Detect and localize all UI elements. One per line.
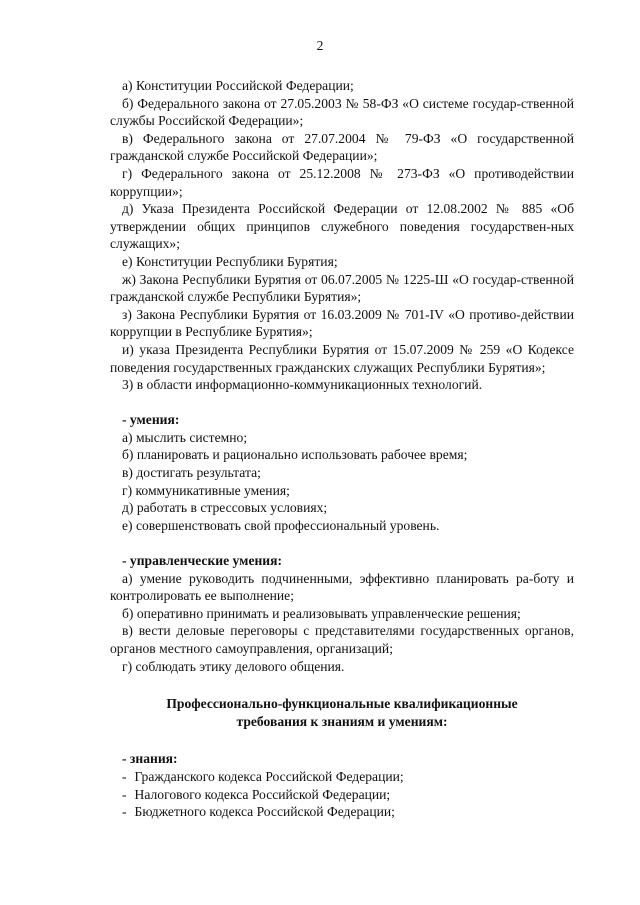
management-skill-item: б) оперативно принимать и реализовывать управленческие решения;	[122, 605, 521, 621]
page-number: 2	[316, 38, 324, 53]
knowledge-item: - Налогового кодекса Российской Федерации;	[122, 786, 391, 802]
skill-item: в) достигать результата;	[122, 465, 261, 481]
skill-item: е) совершенствовать свой профессиональный уровень.	[122, 517, 440, 533]
skill-item: д) работать в стрессовых условиях;	[122, 500, 328, 516]
law-item: г) Федерального закона от 25.12.2008 № 273-ФЗ «О противодействии коррупции»;	[110, 165, 574, 199]
law-item: е) Конституции Республики Бурятия;	[122, 253, 338, 269]
law-item: ж) Закона Республики Бурятия от 06.07.2005 № 1225-Ш «О государ-ственной гражданской службе Республики Бурятия»;	[110, 271, 574, 305]
knowledge-item: - Гражданского кодекса Российской Федерации;	[122, 768, 404, 784]
law-item: б) Федерального закона от 27.05.2003 № 58-ФЗ «О системе государ-ственной службы Российской Федерации»;	[110, 95, 574, 129]
skills-heading: - умения:	[122, 412, 180, 428]
document-body	[110, 77, 574, 821]
section-title-line: Профессионально-функциональные квалификационные	[166, 696, 518, 712]
knowledge-item: - Бюджетного кодекса Российской Федерации;	[122, 804, 395, 820]
section-title	[110, 695, 574, 730]
skill-item: г) коммуникативные умения;	[122, 482, 290, 498]
management-skill-item: в) вести деловые переговоры с представителями государственных органов, органов местного самоуправления, организаций;	[110, 623, 574, 656]
knowledge-item-text: Гражданского кодекса Российской Федерации;	[134, 768, 404, 784]
knowledge-item-text: Налогового кодекса Российской Федерации;	[134, 786, 391, 802]
knowledge-item-text: Бюджетного кодекса Российской Федерации;	[134, 804, 395, 820]
it-knowledge-item: 3) в области информационно-коммуникационных технологий.	[122, 377, 483, 393]
law-item: и) указа Президента Республики Бурятия от 15.07.2009 № 259 «О Кодексе поведения государственных гражданских служащих Республики Бурятия»;	[110, 341, 574, 375]
law-item: в) Федерального закона от 27.07.2004 № 79-ФЗ «О государственной гражданской службе Российской Федерации»;	[110, 130, 574, 164]
section-title-line: требования к знаниям и умениям:	[236, 713, 448, 729]
skill-item: б) планировать и рационально использовать рабочее время;	[122, 447, 468, 463]
law-item: д) Указа Президента Российской Федерации от 12.08.2002 № 885 «Об утверждении общих принципов служебного поведения государствен-ных служащих»;	[110, 201, 574, 252]
management-skill-item: г) соблюдать этику делового общения.	[122, 658, 345, 674]
law-item: з) Закона Республики Бурятия от 16.03.2009 № 701-IV «О противо-действии коррупции в Республике Бурятия»;	[110, 306, 574, 340]
knowledge-heading: - знания:	[122, 751, 178, 767]
management-skill-item: а) умение руководить подчиненными, эффективно планировать ра-боту и контролировать ее выполнение;	[110, 570, 574, 604]
management-skills-heading: - управленческие умения:	[122, 553, 283, 569]
skill-item: а) мыслить системно;	[122, 429, 248, 445]
law-item: а) Конституции Российской Федерации;	[122, 78, 354, 93]
